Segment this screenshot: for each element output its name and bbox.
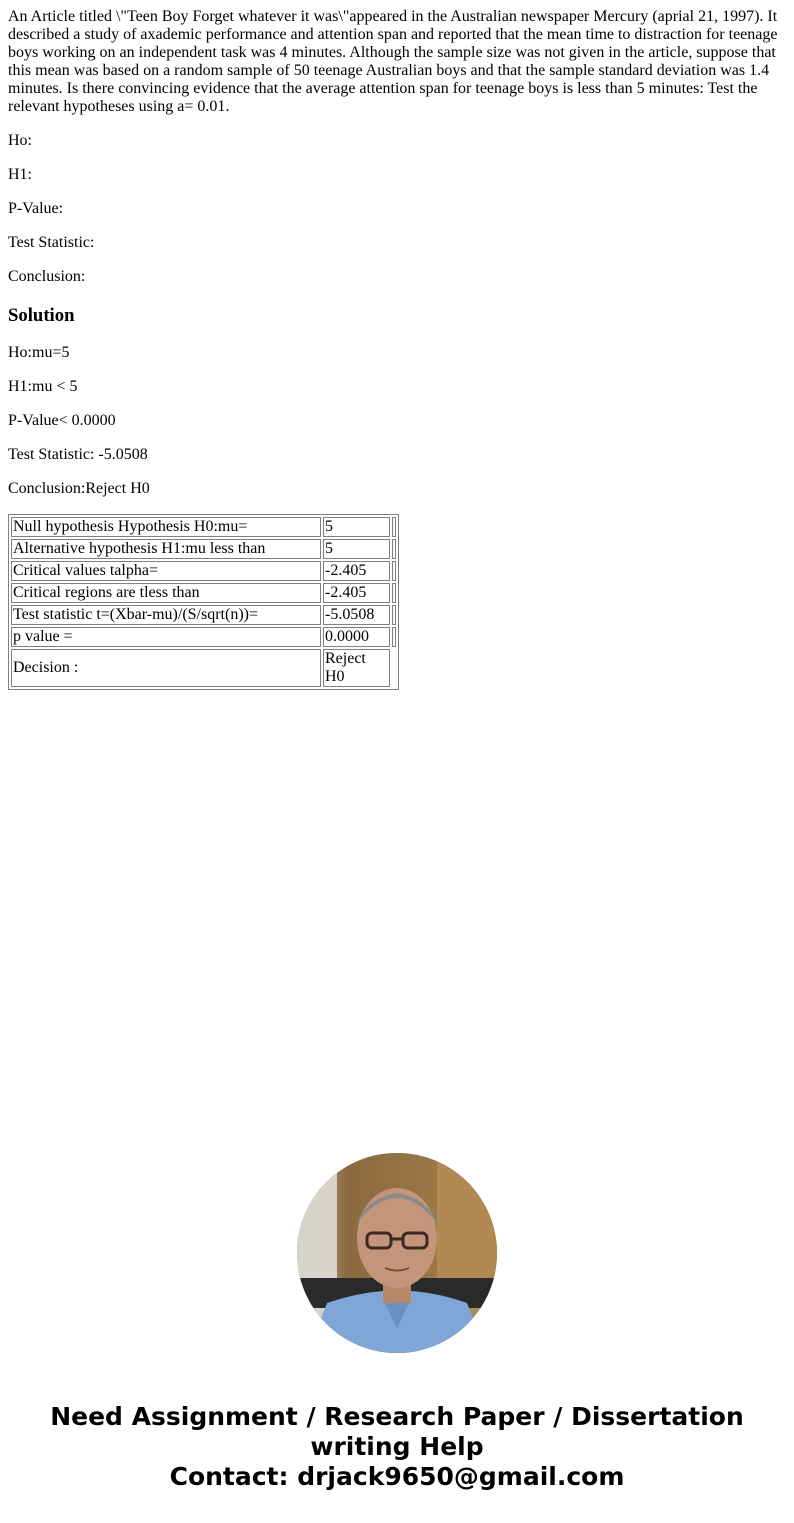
- avatar: [297, 1153, 497, 1353]
- row-label: Alternative hypothesis H1:mu less than: [11, 539, 321, 559]
- row-value: -2.405: [323, 583, 390, 603]
- solution-conclusion: Conclusion:Reject H0: [8, 480, 150, 497]
- row-value: -5.0508: [323, 605, 390, 625]
- footer-line-1: Need Assignment / Research Paper / Dissertation: [50, 1402, 744, 1431]
- table-row: [11, 517, 396, 537]
- table-row: [11, 583, 396, 603]
- prompt-p-value: P-Value:: [8, 200, 64, 217]
- row-empty-cell: [392, 561, 396, 581]
- row-empty-cell: [392, 583, 396, 603]
- row-value: -2.405: [323, 561, 390, 581]
- results-table: [8, 514, 399, 690]
- footer-line-3: Contact: drjack9650@gmail.com: [169, 1462, 625, 1491]
- document-body: [8, 0, 786, 690]
- row-label: Null hypothesis Hypothesis H0:mu=: [11, 517, 321, 537]
- row-label: Critical values talpha=: [11, 561, 321, 581]
- row-empty-cell: [392, 539, 396, 559]
- row-value: 5: [323, 517, 390, 537]
- row-label: Test statistic t=(Xbar-mu)/(S/sqrt(n))=: [11, 605, 321, 625]
- solution-h1: H1:mu < 5: [8, 378, 78, 395]
- question-text: An Article titled \"Teen Boy Forget whatever it was\"appeared in the Australian newspaper Mercury (aprial 21, 1997). It described a study of axademic performance and attention span and reported that the mean time to distraction for teenage boys working on an independent task was 4 minutes. Although the sample size was not given in the article, suppose that this mean was based on a random sample of 50 teenage Australian boys and that the sample standard deviation was 1.4 minutes. Is there convincing evidence that the average attention span for teenage boys is less than 5 minutes: Test the relevant hypotheses using a= 0.01.: [8, 8, 778, 115]
- row-value: Reject H0: [323, 649, 390, 687]
- row-value: 0.0000: [323, 627, 390, 647]
- row-empty-cell: [392, 605, 396, 625]
- prompt-conclusion: Conclusion:: [8, 268, 86, 285]
- prompt-h1: H1:: [8, 166, 32, 183]
- contact-footer: [0, 1402, 794, 1492]
- table-row: [11, 561, 396, 581]
- table-row: [11, 539, 396, 559]
- solution-test-statistic: Test Statistic: -5.0508: [8, 446, 148, 463]
- row-empty-cell: [392, 517, 396, 537]
- prompt-test-statistic: Test Statistic:: [8, 234, 95, 251]
- row-label: p value =: [11, 627, 321, 647]
- row-value: 5: [323, 539, 390, 559]
- solution-p-value: P-Value< 0.0000: [8, 412, 116, 429]
- solution-ho: Ho:mu=5: [8, 344, 70, 361]
- footer-line-2: writing Help: [310, 1432, 484, 1461]
- table-row: [11, 627, 396, 647]
- tutor-portrait-image: [297, 1153, 497, 1353]
- row-label: Critical regions are tless than: [11, 583, 321, 603]
- solution-heading: Solution: [8, 305, 75, 326]
- row-label: Decision :: [11, 649, 321, 687]
- prompt-ho: Ho:: [8, 132, 32, 149]
- table-row: [11, 649, 396, 687]
- row-empty-cell: [392, 627, 396, 647]
- table-row: [11, 605, 396, 625]
